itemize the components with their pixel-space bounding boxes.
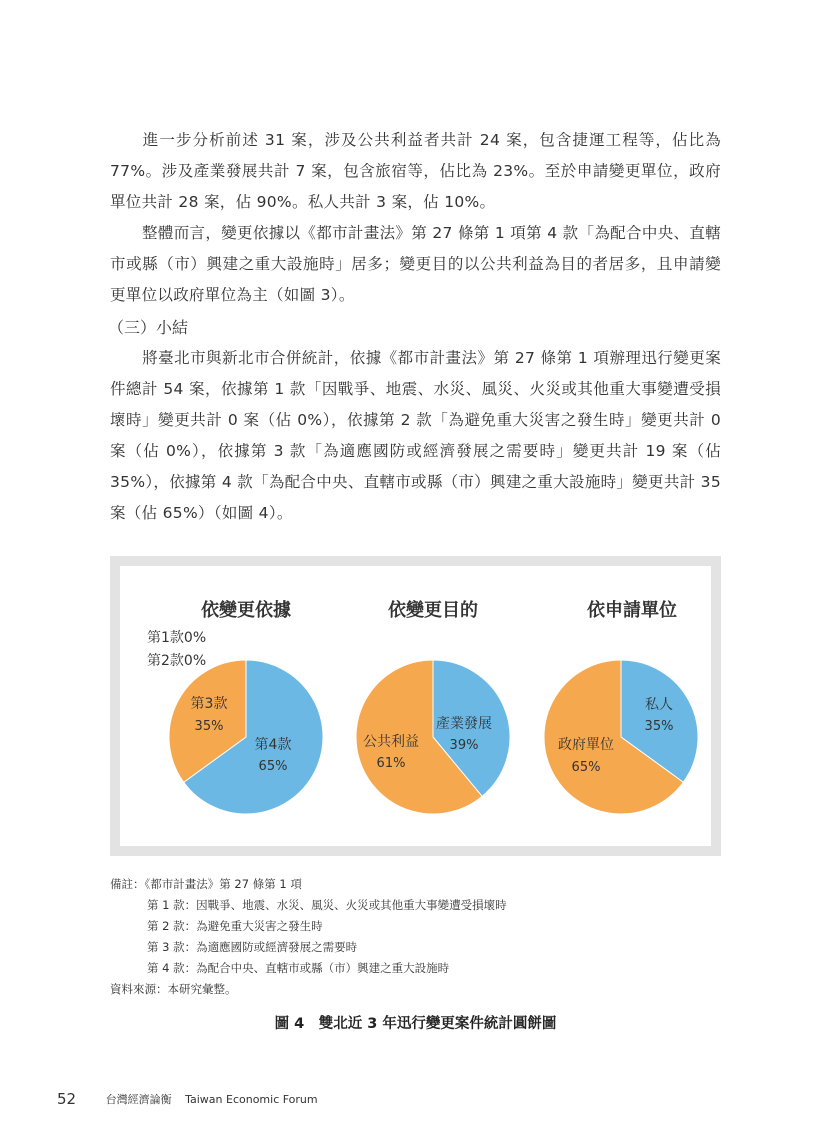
notes-source: 資料來源：本研究彙整。 [110, 982, 237, 996]
publication-name-en: Taiwan Economic Forum [185, 1093, 318, 1106]
slice-label: 產業發展 [436, 716, 492, 732]
figure-notes [110, 874, 721, 1000]
figure-frame [110, 556, 721, 856]
paragraph-conclusion-text: 將臺北市與新北市合併統計，依據《都市計畫法》第 27 條第 1 項辦理迅行變更案件總計 54 案，依據第 1 款「因戰爭、地震、水災、風災、火災或其他重大事變遭受損壞時」變更共計 0 案（佔 0%），依據第 2 款「為避免重大災害之發生時」變更共計 0 案（佔 0%），依據第 3 款「為適應國防或經濟發展之需要時」變更共計 19 案（佔 35%），依據第 4 款「為配合中央、直轄市或縣（市）興建之重大設施時」變更共計 35 案（佔 65%）（如圖 4）。 [110, 349, 721, 522]
slice-label: 第2款0% [147, 653, 207, 669]
notes-item-2: 第 2 款：為避免重大災害之發生時 [147, 919, 323, 933]
paragraph-analysis [110, 125, 721, 218]
slice-label: 第3款 [190, 696, 228, 712]
chart-title: 依申請單位 [587, 600, 677, 621]
figure-panel [120, 566, 711, 846]
slice-percent: 35% [194, 719, 224, 734]
slice-percent: 39% [449, 738, 479, 753]
publication-name-zh: 台灣經濟論衡 [105, 1093, 172, 1106]
slice-label: 私人 [645, 697, 673, 713]
notes-item-1: 第 1 款：因戰爭、地震、水災、風災、火災或其他重大事變遭受損壞時 [147, 898, 507, 912]
paragraph-conclusion [110, 343, 721, 529]
slice-percent: 35% [644, 719, 674, 734]
pie-charts [120, 566, 711, 846]
chart-title: 依變更目的 [388, 600, 478, 621]
chart-title: 依變更依據 [201, 600, 291, 621]
slice-label: 政府單位 [558, 737, 614, 753]
figure-caption: 圖 4 雙北近 3 年迅行變更案件統計圓餅圖 [274, 1016, 557, 1032]
notes-title: 備註：《都市計畫法》第 27 條第 1 項 [110, 877, 302, 891]
section-heading: （三）小結 [108, 318, 189, 337]
page-number: 52 [57, 1090, 77, 1108]
paragraph-summary-text: 整體而言，變更依據以《都市計畫法》第 27 條第 1 項第 4 款「為配合中央、直轄市或縣（市）興建之重大設施時」居多；變更目的以公共利益為目的者居多，且申請變更單位以政府單位為主（如圖 3）。 [110, 224, 721, 304]
slice-label: 第4款 [254, 737, 292, 753]
slice-label: 第1款0% [147, 630, 207, 646]
slice-percent: 65% [258, 759, 288, 774]
notes-item-3: 第 3 款：為適應國防或經濟發展之需要時 [147, 940, 358, 954]
slice-percent: 61% [376, 756, 406, 771]
page-footer [57, 1090, 318, 1108]
slice-percent: 65% [571, 760, 601, 775]
notes-item-4: 第 4 款：為配合中央、直轄市或縣（市）興建之重大設施時 [147, 961, 450, 975]
slice-label: 公共利益 [363, 734, 419, 750]
paragraph-analysis-text: 進一步分析前述 31 案，涉及公共利益者共計 24 案，包含捷運工程等，佔比為 77%。涉及產業發展共計 7 案，包含旅宿等，佔比為 23%。至於申請變更單位，政府單位共計 28 案，佔 90%。私人共計 3 案，佔 10%。 [110, 131, 721, 211]
paragraph-summary [110, 218, 721, 311]
